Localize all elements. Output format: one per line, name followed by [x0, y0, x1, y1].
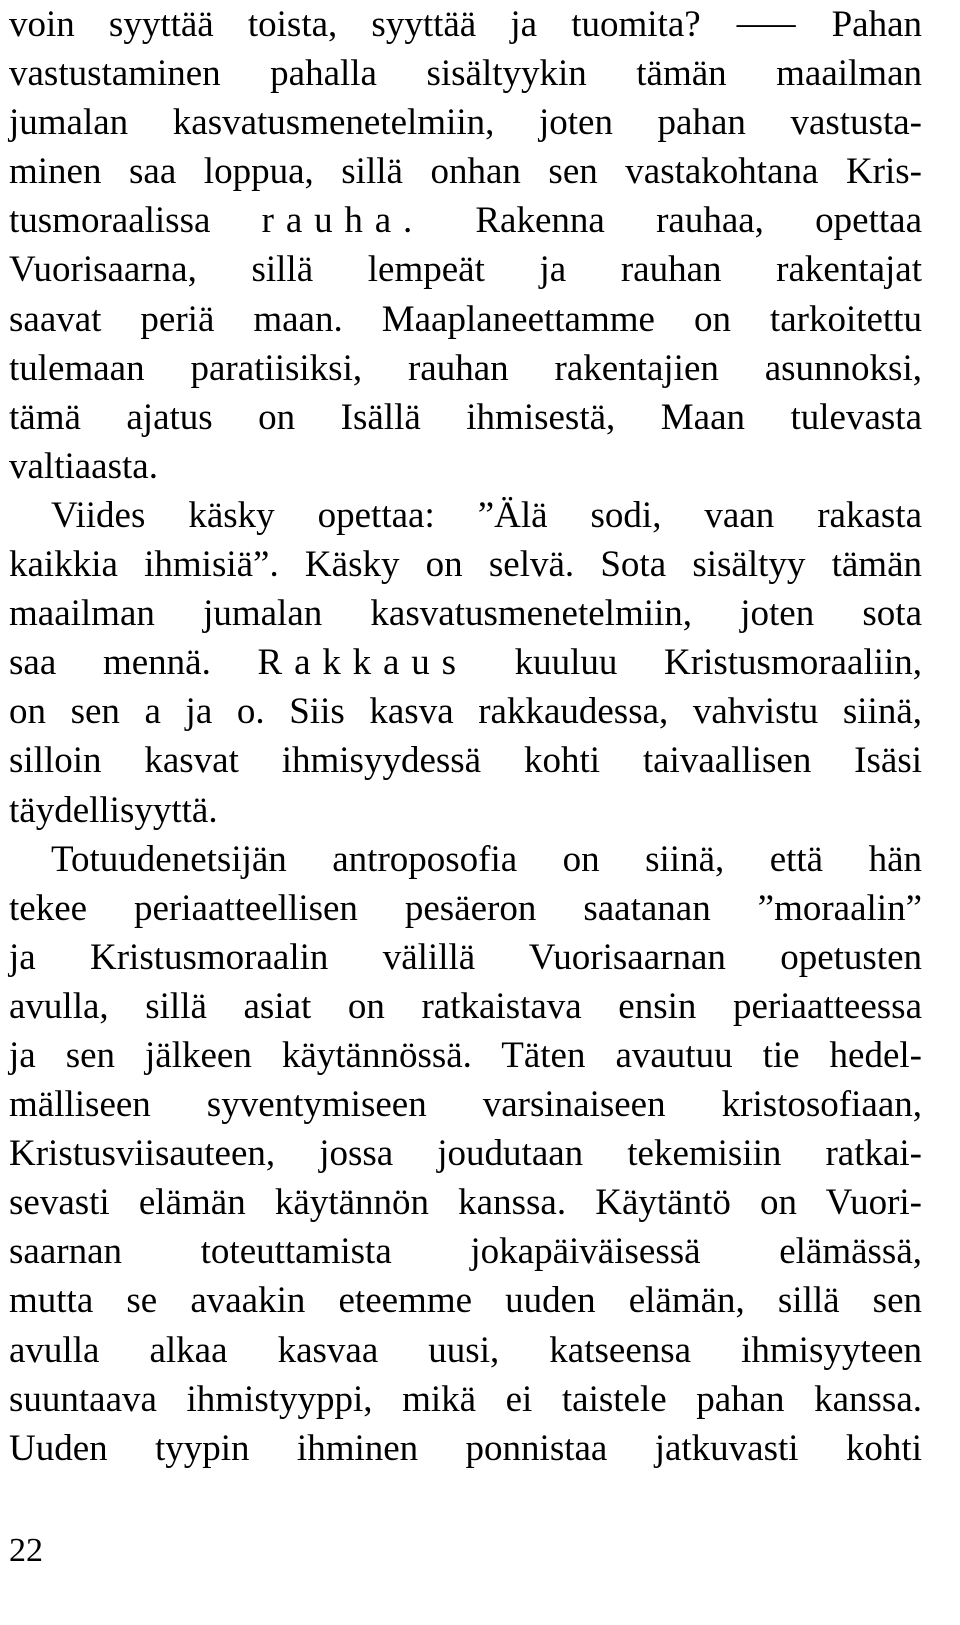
- text-line: valtiaasta.: [9, 445, 158, 487]
- text-line: tämä ajatus on Isällä ihmisestä, Maan tulevasta: [9, 396, 922, 438]
- text-line: on sen a ja o. Siis kasva rakkaudessa, vahvistu siinä,: [9, 691, 922, 733]
- text-line: Uuden tyypin ihminen ponnistaa jatkuvasti kohti: [9, 1427, 922, 1469]
- text-run: kuuluu Kristusmoraaliin,: [467, 642, 922, 684]
- text-line: mälliseen syventymiseen varsinaiseen kristosofiaan,: [9, 1084, 922, 1126]
- text-line: voin syyttää toista, syyttää ja tuomita? ⸺ Pahan: [9, 4, 922, 45]
- text-line: mutta se avaakin eteemme uuden elämän, sillä sen: [9, 1280, 922, 1322]
- text-line: ja Kristusmoraalin välillä Vuorisaarnan opetusten: [9, 936, 922, 978]
- page-number: 22: [9, 1532, 43, 1569]
- text-line: täydellisyyttä.: [9, 789, 218, 831]
- text-line: saarnan toteuttamista jokapäiväisessä elämässä,: [9, 1231, 922, 1273]
- text-line: vastustaminen pahalla sisältyykin tämän maailman: [9, 53, 922, 95]
- text-run: saa mennä.: [9, 642, 258, 684]
- text-line: sevasti elämän käytännön kanssa. Käytäntö on Vuori-: [9, 1182, 922, 1224]
- text-line: Kristusviisauteen, jossa joudutaan tekemisiin ratkai-: [9, 1133, 922, 1175]
- text-line: jumalan kasvatusmenetelmiin, joten pahan vastusta-: [9, 102, 922, 144]
- text-run: Rakenna rauhaa, opettaa: [424, 200, 922, 242]
- emphasized-word: rauha.: [261, 200, 425, 242]
- text-line: suuntaava ihmistyyppi, mikä ei taistele pahan kanssa.: [9, 1378, 922, 1420]
- text-line: saavat periä maan. Maaplaneettamme on tarkoitettu: [9, 298, 922, 340]
- text-line: avulla, sillä asiat on ratkaistava ensin periaatteessa: [9, 985, 922, 1027]
- text-line: avulla alkaa kasvaa uusi, katseensa ihmisyyteen: [9, 1329, 922, 1371]
- text-line: [9, 638, 922, 687]
- text-line: minen saa loppua, sillä onhan sen vastakohtana Kris-: [9, 151, 922, 193]
- text-line: [9, 196, 922, 245]
- text-run: tusmoraalissa: [9, 200, 262, 242]
- text-line: tekee periaatteellisen pesäeron saatanan ”moraalin”: [9, 887, 922, 929]
- text-line: maailman jumalan kasvatusmenetelmiin, joten sota: [9, 593, 922, 635]
- page-body: [9, 0, 922, 1473]
- emphasized-word: Rakkaus: [257, 642, 468, 684]
- text-line: Totuudenetsijän antroposofia on siinä, että hän: [51, 838, 922, 880]
- text-line: ja sen jälkeen käytännössä. Täten avautuu tie hedel-: [9, 1034, 922, 1076]
- text-line: tulemaan paratiisiksi, rauhan rakentajien asunnoksi,: [9, 347, 922, 389]
- text-line: Vuorisaarna, sillä lempeät ja rauhan rakentajat: [9, 249, 922, 291]
- text-line: silloin kasvat ihmisyydessä kohti taivaallisen Isäsi: [9, 740, 922, 782]
- text-line: kaikkia ihmisiä”. Käsky on selvä. Sota sisältyy tämän: [9, 544, 922, 586]
- text-line: Viides käsky opettaa: ”Älä sodi, vaan rakasta: [51, 494, 922, 536]
